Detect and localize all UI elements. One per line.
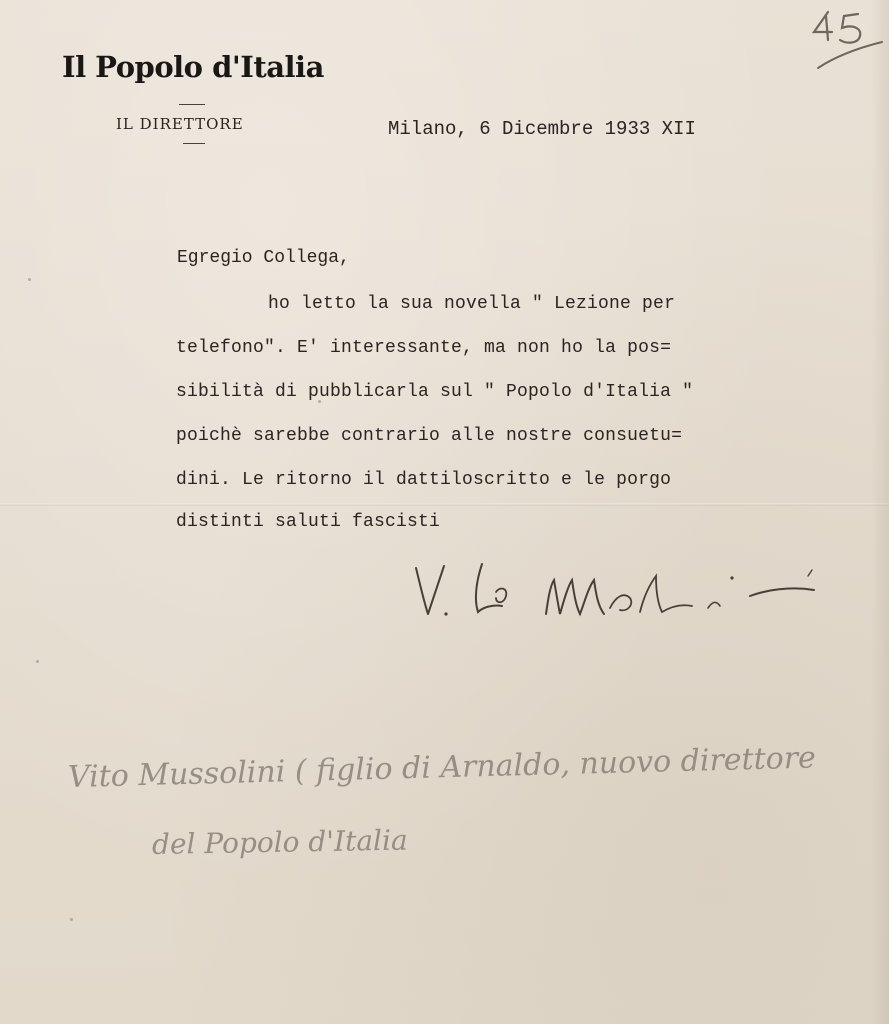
body-line: dini. Le ritorno il dattiloscritto e le porgo bbox=[176, 470, 672, 490]
paper-speck bbox=[318, 400, 321, 403]
body-line: telefono". E' interessante, ma non ho la pos= bbox=[176, 338, 672, 358]
body-line: distinti saluti fascisti bbox=[176, 512, 441, 532]
body-line: sibilità di pubblicarla sul " Popolo d'Italia " bbox=[176, 382, 694, 402]
masthead-title: Il Popolo d'Italia bbox=[62, 50, 324, 84]
pencil-annotation-line-1: Vito Mussolini ( figlio di Arnaldo, nuovo direttore bbox=[67, 740, 817, 795]
archive-number-mark bbox=[806, 6, 886, 76]
masthead-rule-top bbox=[179, 104, 205, 105]
pencil-annotation-line-2: del Popolo d'Italia bbox=[151, 823, 408, 861]
salutation: Egregio Collega, bbox=[177, 248, 350, 268]
masthead-rule-bottom bbox=[183, 143, 205, 144]
paper-speck bbox=[28, 278, 31, 281]
paper-edge-shadow bbox=[871, 0, 889, 1024]
dateline: Milano, 6 Dicembre 1933 XII bbox=[388, 118, 696, 140]
signature-mark bbox=[410, 556, 830, 626]
director-label: IL DIRETTORE bbox=[116, 115, 244, 133]
paper-speck bbox=[36, 660, 39, 663]
paper-speck bbox=[70, 918, 73, 921]
body-line: poichè sarebbe contrario alle nostre consuetu= bbox=[176, 426, 683, 446]
body-line: ho letto la sua novella " Lezione per bbox=[268, 294, 676, 314]
paper-fold bbox=[0, 503, 889, 506]
